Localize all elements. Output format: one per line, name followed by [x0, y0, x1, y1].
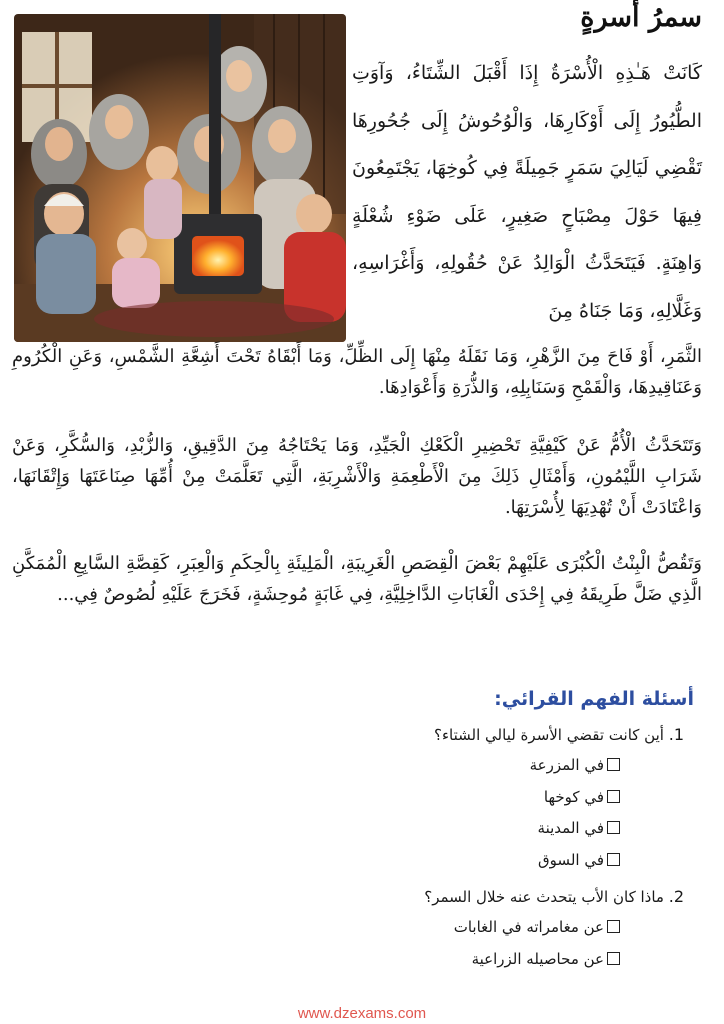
checkbox-icon[interactable] [607, 853, 620, 866]
question-1-label: أين كانت تقضي الأسرة ليالي الشتاء؟ [434, 726, 664, 744]
q1-option-farm[interactable] [44, 750, 620, 782]
question-1 [44, 720, 684, 876]
question-1-text [44, 720, 684, 750]
q2-option-adventures-label: عن مغامراته في الغابات [453, 918, 604, 936]
story-paragraph-3: وَتَقُصُّ الْبِنْتُ الْكُبْرَى عَلَيْهِمْ بَعْضَ الْقِصَصِ الْغَرِيبَةِ، الْمَلِيئَةِ بِالْحِكَمِ وَالْعِبَرِ، كَقِصَّةِ السَّابِعِ الْمُمَكَّنِ الَّذِي ضَلَّ طَرِيقَهُ فِي إِحْدَى الْغَابَاتِ الدَّاخِلِيَّةِ، فِي غَابَةٍ مُوحِشَةٍ، فَخَرَجَ عَلَيْهِ لُصُوصٌ فِي... [12, 553, 702, 605]
question-2-number: 2. [668, 887, 684, 906]
story-paragraph-1-top: كَانَتْ هَـٰذِهِ الْأُسْرَةُ إِذَا أَقْبَلَ الشِّتَاءُ، وَآوَتِ الطُّيُورُ إِلَى أَوْكَارِهَا، وَالْوُحُوشُ إِلَى جُحُورِهَا تَقْضِي لَيَالِيَ سَمَرٍ جَمِيلَةً فِي كُوخِهَا، يَجْتَمِعُونَ فِيهَا حَوْلَ مِصْبَاحٍ صَغِيرٍ، عَلَى ضَوْءِ شُعْلَةٍ وَاهِنَةٍ. فَيَتَحَدَّثُ الْوَالِدُ عَنْ حُقُولِهِ، وَأَغْرَاسِهِ، وَغَلَّالِهِ، وَمَا جَنَاهُ مِنَ [352, 62, 702, 322]
q1-option-city-label: في المدينة [537, 819, 604, 837]
questions-list [44, 720, 684, 975]
checkbox-icon[interactable] [607, 758, 620, 771]
question-2-label: ماذا كان الأب يتحدث عنه خلال السمر؟ [424, 888, 664, 906]
checkbox-icon[interactable] [607, 790, 620, 803]
q1-option-farm-label: في المزرعة [529, 756, 604, 774]
checkbox-icon[interactable] [607, 952, 620, 965]
story-paragraph-1-rest: الثَّمَرِ، أَوْ فَاحَ مِنَ الزَّهْرِ، وَمَا نَقَلَهُ مِنْهَا إِلَى الظِّلِّ، وَمَا أَبْقَاهُ تَحْتَ أَشِعَّةِ الشَّمْسِ، وَعَنِ الْكُرُومِ وَعَنَاقِيدِهَا، وَالْقَمْحِ وَسَنَابِلِهِ، وَالذُّرَةِ وَأَعْوَادِهَا. [12, 346, 702, 398]
checkbox-icon[interactable] [607, 821, 620, 834]
page-title: سمرُ أسرةٍ [580, 2, 702, 33]
q1-option-city[interactable] [44, 813, 620, 845]
q2-option-crops[interactable] [44, 944, 620, 976]
checkbox-icon[interactable] [607, 920, 620, 933]
question-1-number: 1. [668, 725, 684, 744]
question-2 [44, 882, 684, 975]
question-2-text [44, 882, 684, 912]
footer-website-link[interactable]: www.dzexams.com [297, 1005, 427, 1022]
questions-heading: أسئلة الفهم القرائي: [494, 688, 694, 710]
q2-option-crops-label: عن محاصيله الزراعية [471, 949, 604, 968]
q1-option-market[interactable] [44, 845, 620, 877]
story-paragraph-2: وَتَتَحَدَّثُ الْأُمُّ عَنْ كَيْفِيَّةِ تَحْضِيرِ الْكَعْكِ الْجَيِّدِ، وَمَا يَحْتَاجُهُ مِنَ الدَّقِيقِ، وَالزُّبْدِ، وَالسُّكَّرِ، وَعَنْ شَرَابِ اللَّيْمُونِ، وَأَمْثَالِ ذَلِكَ مِنَ الْأَطْعِمَةِ وَالْأَشْرِبَةِ، الَّتِي تَعَلَّمَتْ مِنْ أُمِّهَا صِنَاعَتَهَا وَإِتْقَانَهَا، وَاعْتَادَتْ أَنْ تُهْدِيَهَا لِأُسْرَتِهَا. [12, 435, 702, 518]
q2-option-adventures[interactable] [44, 912, 620, 944]
q1-option-market-label: في السوق [538, 850, 604, 869]
q1-option-hut[interactable] [44, 782, 620, 814]
q1-option-hut-label: في كوخها [543, 787, 604, 806]
family-fireplace-illustration [14, 14, 346, 342]
